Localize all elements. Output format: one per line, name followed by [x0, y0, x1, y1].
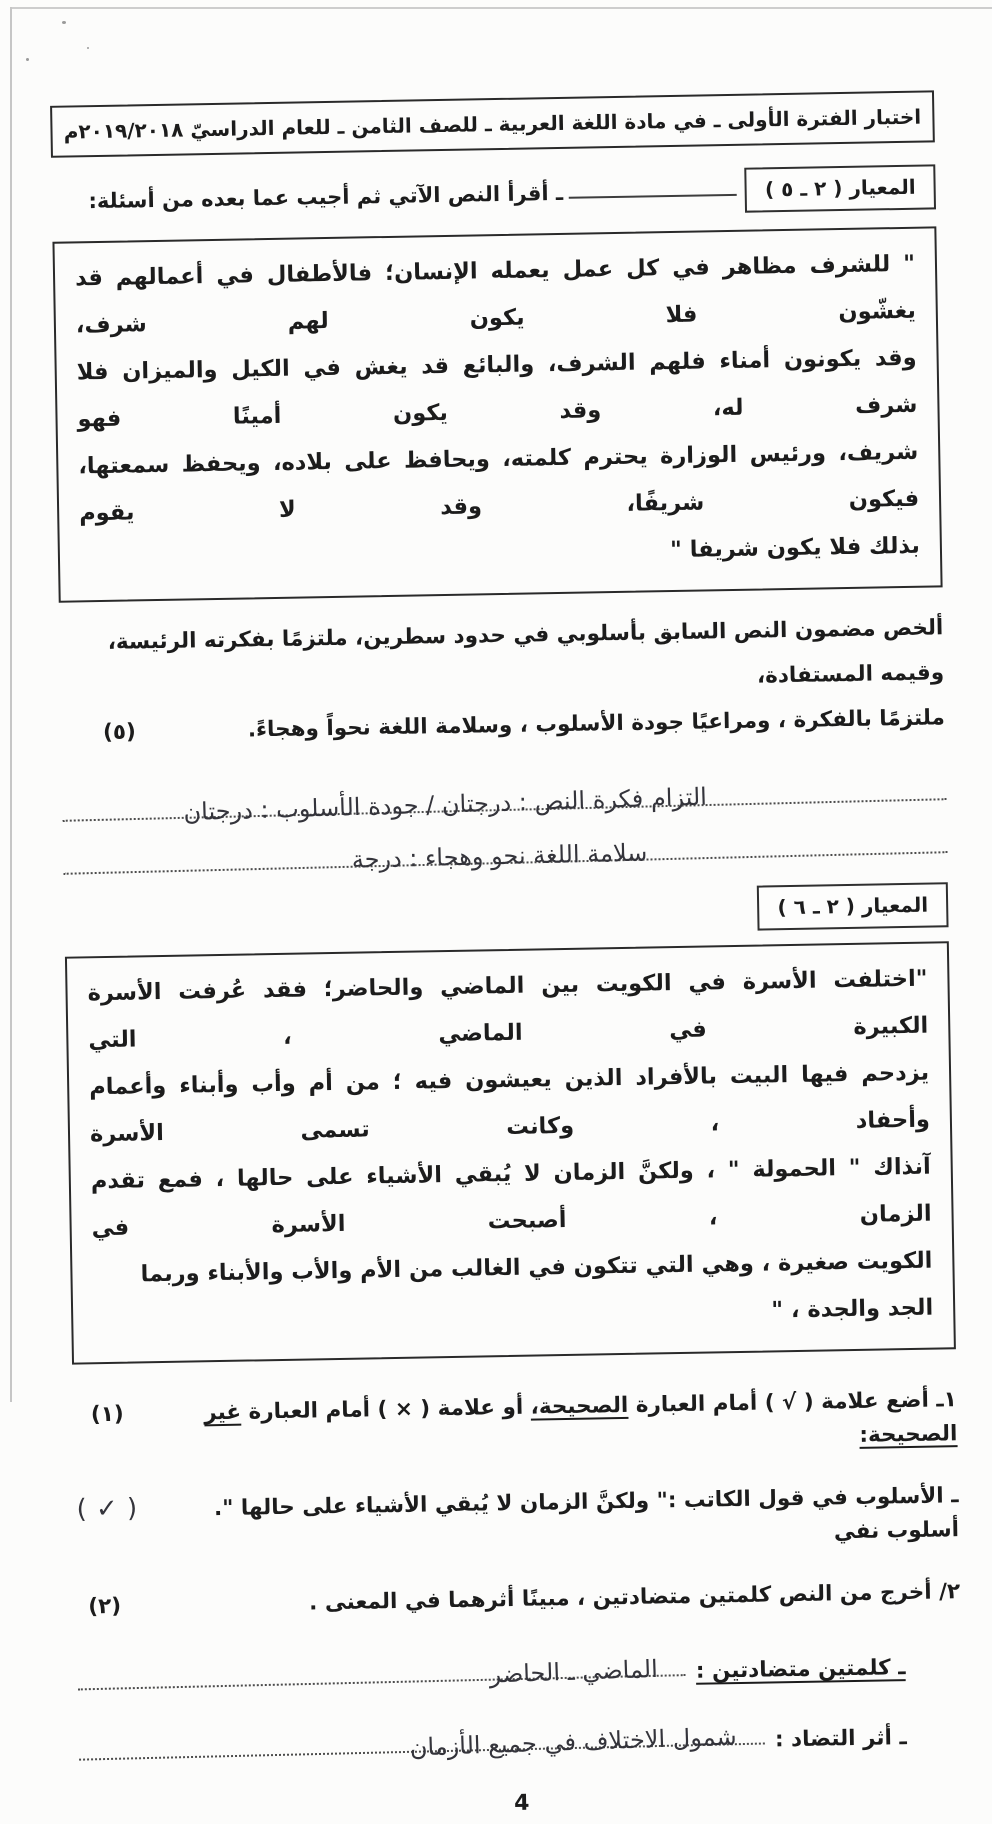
marks-badge: (٥) — [102, 719, 137, 745]
handwritten-part-1-answer: الماضي ـ الحاضر — [489, 1654, 659, 1689]
question-1-underlined: الصحيحة، — [530, 1392, 629, 1420]
question-1-pre: ١ـ أضع علامة ( √ ) أمام العبارة — [628, 1387, 958, 1418]
page-number: 4 — [513, 1790, 530, 1816]
summary-task-line2-text: ملتزمًا بالفكرة ، ومراعيًا جودة الأسلوب ، وسلامة اللغة نحواً وهجاءً. — [247, 705, 946, 743]
handwritten-answer-2: سلامة اللغة نحو وهجاء : درجة — [351, 838, 648, 874]
question-1-item — [74, 1477, 959, 1562]
handwritten-answer-1: التزام فكرة النص : درجتان / جودة الأسلوب : درجتان — [182, 782, 707, 827]
scan-speck — [87, 47, 89, 49]
scan-speck — [62, 21, 66, 24]
summary-task-line1: ألخص مضمون النص السابق بأسلوبي في حدود سطرين، ملتزمًا بفكرته الرئيسة، وقيمه المستفادة، — [107, 615, 945, 689]
question-2-text: ٢/ أخرج من النص كلمتين متضادتين ، مبينًا أثرهما في المعنى . — [308, 1579, 961, 1616]
criterion-row-1 — [51, 164, 936, 227]
question-1-mid: أو علامة ( × ) أمام العبارة — [240, 1394, 531, 1425]
exam-header — [50, 90, 935, 157]
question-1 — [73, 1383, 958, 1466]
passage-2-line: الكويت صغيرة ، وهي التي تتكون في الغالب من الأم والأب والأبناء وربما الجد والجدة ، " — [140, 1247, 934, 1324]
passage-2-line: آنذاك " الحمولة " ، ولكنَّ الزمان لا يُبقي الأشياء على حالها ، فمع تقدم الزمان ، أصبحت الأسرة في — [90, 1153, 932, 1242]
passage-2-line: يزدحم فيها البيت بالأفراد الذين يعيشون فيه ؛ من أم وأب وأبناء وأعمام وأحفاد ، وكانت تسمى الأسرة — [88, 1059, 931, 1148]
reading-instruction: ـ أقرأ النص الآتي ثم أجيب عما بعده من أسئلة: — [88, 180, 564, 214]
passage-1-line: شريف، ورئيس الوزارة يحترم كلمته، ويحافظ على بلاده، ويحفظ سمعتها، فيكون شريفًا، وقد لا يقوم — [78, 438, 920, 527]
passage-1-line: " للشرف مظاهر في كل عمل يعمله الإنسان؛ فالأطفال في أعمالهم قد يغشّون فلا يكون لهم شرف، — [74, 250, 917, 339]
passage-2 — [65, 941, 956, 1364]
question-2-part-1 — [77, 1633, 962, 1694]
part-1-label: ـ كلمتين متضادتين : — [695, 1655, 906, 1684]
passage-1-line: وقد يكونون أمناء فلهم الشرف، والبائع قد يغش في الكيل والميزان فلا شرف له، وقد يكون أمينًا فهو — [76, 344, 918, 433]
summary-task — [59, 605, 945, 755]
question-1-underlined: غير الصحيحة: — [204, 1399, 958, 1448]
passage-2-line: "اختلفت الأسرة في الكويت بين الماضي والحاضر؛ فقد عُرفت الأسرة الكبيرة في الماضي ، التي — [87, 965, 929, 1054]
question-2 — [76, 1575, 960, 1624]
criterion-box-2-6: المعيار ( ٢ ـ ٦ ) — [757, 882, 948, 930]
part-2-dotted-line — [78, 1705, 765, 1761]
criterion-box-2-5: المعيار ( ٢ ـ ٥ ) — [745, 164, 936, 212]
scan-edge-left — [10, 7, 12, 1402]
passage-1 — [52, 226, 942, 602]
question-2-part-2 — [78, 1703, 963, 1764]
exam-title: اختبار الفترة الأولى ـ في مادة اللغة العربية ـ للصف الثامن ـ للعام الدراسيّ ٢٠١٩/٢٠١٨م — [63, 104, 922, 144]
marks-badge: (٢) — [88, 1593, 122, 1620]
scan-edge-top — [10, 7, 992, 9]
exam-page — [50, 90, 964, 1823]
part-1-dotted-line — [77, 1636, 686, 1690]
scan-speck — [26, 58, 29, 61]
handwritten-checkmark: ( ✓ ) — [76, 1493, 138, 1525]
criterion-row-2 — [64, 882, 949, 942]
question-1-text — [123, 1383, 957, 1466]
part-2-label: ـ أثر التضاد : — [774, 1725, 907, 1753]
handwritten-part-2-answer: شمول الاختلاف في جميع الأزمان — [409, 1722, 738, 1762]
passage-1-line: بذلك فلا يكون شريفا " — [669, 532, 921, 564]
blank-rule — [569, 194, 737, 199]
question-1-item-text: ـ الأسلوب في قول الكاتب :" ولكنَّ الزمان لا يُبقي الأشياء على حالها ". أسلوب نفي — [213, 1483, 960, 1545]
marks-badge: (١) — [90, 1401, 124, 1428]
